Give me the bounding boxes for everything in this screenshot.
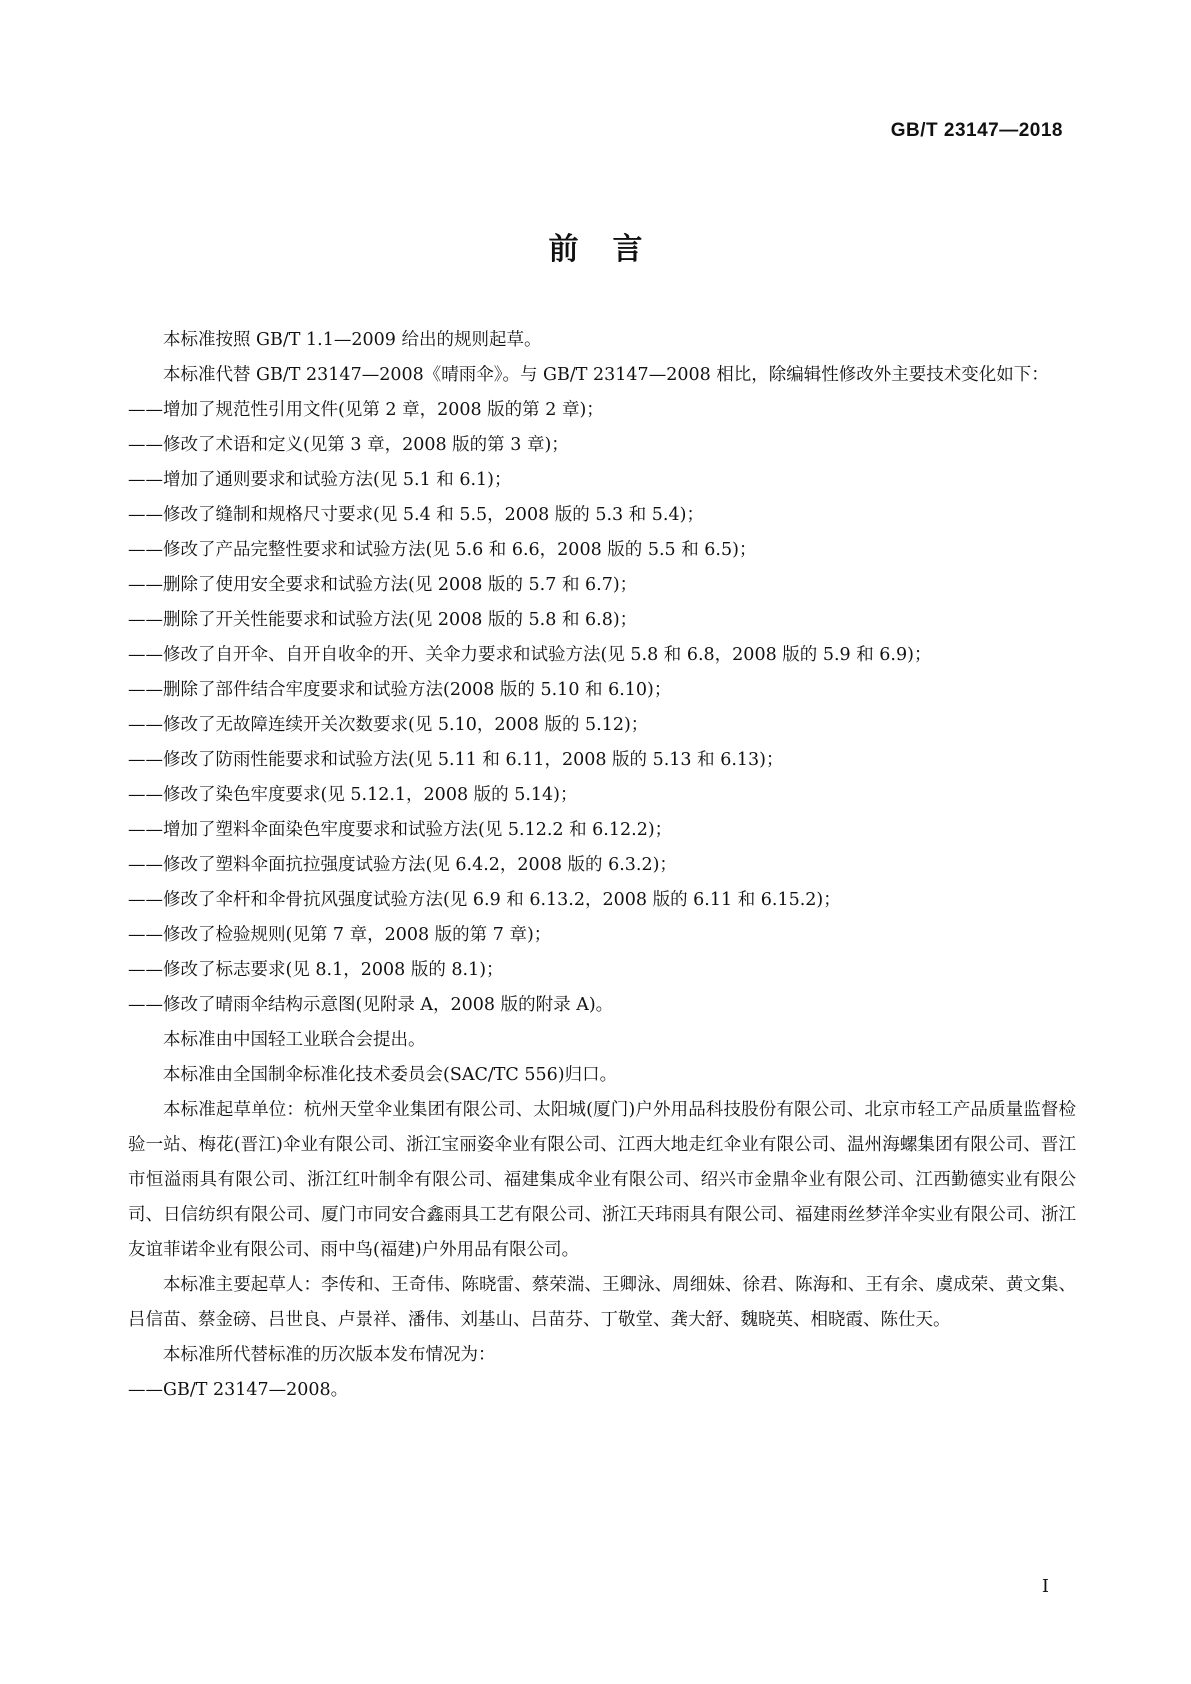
change-item: ——增加了塑料伞面染色牢度要求和试验方法(见 5.12.2 和 6.12.2)；	[128, 820, 673, 840]
change-item: ——增加了规范性引用文件(见第 2 章，2008 版的第 2 章)；	[128, 400, 604, 420]
paragraph-drafting-rules: 本标准按照 GB/T 1.1—2009 给出的规则起草。	[163, 330, 542, 350]
change-item: ——修改了检验规则(见第 7 章，2008 版的第 7 章)；	[128, 925, 552, 945]
page-title: 前言	[548, 232, 677, 267]
change-item: ——修改了塑料伞面抗拉强度试验方法(见 6.4.2，2008 版的 6.3.2)；	[128, 855, 677, 875]
paragraph-drafting-units: 本标准起草单位：杭州天堂伞业集团有限公司、太阳城(厦门)户外用品科技股份有限公司、北京市轻工产品质量监督检验一站、梅花(晋江)伞业有限公司、浙江宝丽姿伞业有限公司、江西大地走红伞业有限公司、温州海螺集团有限公司、晋江市恒溢雨具有限公司、浙江红叶制伞有限公司、福建集成伞业有限公司、绍兴市金鼎伞业有限公司、江西勤德实业有限公司、日信纺织有限公司、厦门市同安合鑫雨具工艺有限公司、浙江天玮雨具有限公司、福建雨丝梦洋伞实业有限公司、浙江友谊菲诺伞业有限公司、雨中鸟(福建)户外用品有限公司。	[128, 1100, 1076, 1260]
paragraph-history-intro: 本标准所代替标准的历次版本发布情况为：	[163, 1345, 496, 1365]
change-item: ——修改了染色牢度要求(见 5.12.1，2008 版的 5.14)；	[128, 785, 578, 805]
paragraph-replacement: 本标准代替 GB/T 23147—2008《晴雨伞》。与 GB/T 23147—2008 相比，除编辑性修改外主要技术变化如下：	[163, 365, 1049, 385]
change-item: ——修改了自开伞、自开自收伞的开、关伞力要求和试验方法(见 5.8 和 6.8，2008 版的 5.9 和 6.9)；	[128, 645, 932, 665]
change-item: ——删除了部件结合牢度要求和试验方法(2008 版的 5.10 和 6.10)；	[128, 680, 672, 700]
foreword-body	[128, 323, 1076, 1408]
paragraph-committee: 本标准由全国制伞标准化技术委员会(SAC/TC 556)归口。	[163, 1065, 618, 1085]
change-item: ——修改了缝制和规格尺寸要求(见 5.4 和 5.5，2008 版的 5.3 和 5.4)；	[128, 505, 704, 525]
history-item: ——GB/T 23147—2008。	[128, 1380, 349, 1400]
page-number: I	[1041, 1576, 1049, 1597]
change-item: ——删除了开关性能要求和试验方法(见 2008 版的 5.8 和 6.8)；	[128, 610, 638, 630]
change-item: ——修改了防雨性能要求和试验方法(见 5.11 和 6.11，2008 版的 5.13 和 6.13)；	[128, 750, 784, 770]
change-item: ——删除了使用安全要求和试验方法(见 2008 版的 5.7 和 6.7)；	[128, 575, 638, 595]
paragraph-drafters: 本标准主要起草人：李传和、王奇伟、陈晓雷、蔡荣湍、王卿泳、周细妹、徐君、陈海和、王有余、虞成荣、黄文集、吕信苗、蔡金磅、吕世良、卢景祥、潘伟、刘基山、吕苗芬、丁敬堂、龚大舒、魏晓英、相晓霞、陈仕天。	[128, 1275, 1076, 1330]
change-item: ——修改了无故障连续开关次数要求(见 5.10，2008 版的 5.12)；	[128, 715, 649, 735]
change-item: ——修改了伞杆和伞骨抗风强度试验方法(见 6.9 和 6.13.2，2008 版的 6.11 和 6.15.2)；	[128, 890, 841, 910]
standard-code: GB/T 23147—2018	[890, 120, 1063, 141]
change-item: ——修改了产品完整性要求和试验方法(见 5.6 和 6.6，2008 版的 5.5 和 6.5)；	[128, 540, 757, 560]
change-item: ——增加了通则要求和试验方法(见 5.1 和 6.1)；	[128, 470, 512, 490]
change-item: ——修改了晴雨伞结构示意图(见附录 A，2008 版的附录 A)。	[128, 995, 614, 1015]
paragraph-proposer: 本标准由中国轻工业联合会提出。	[163, 1030, 426, 1050]
change-item: ——修改了术语和定义(见第 3 章，2008 版的第 3 章)；	[128, 435, 569, 455]
change-item: ——修改了标志要求(见 8.1，2008 版的 8.1)；	[128, 960, 504, 980]
